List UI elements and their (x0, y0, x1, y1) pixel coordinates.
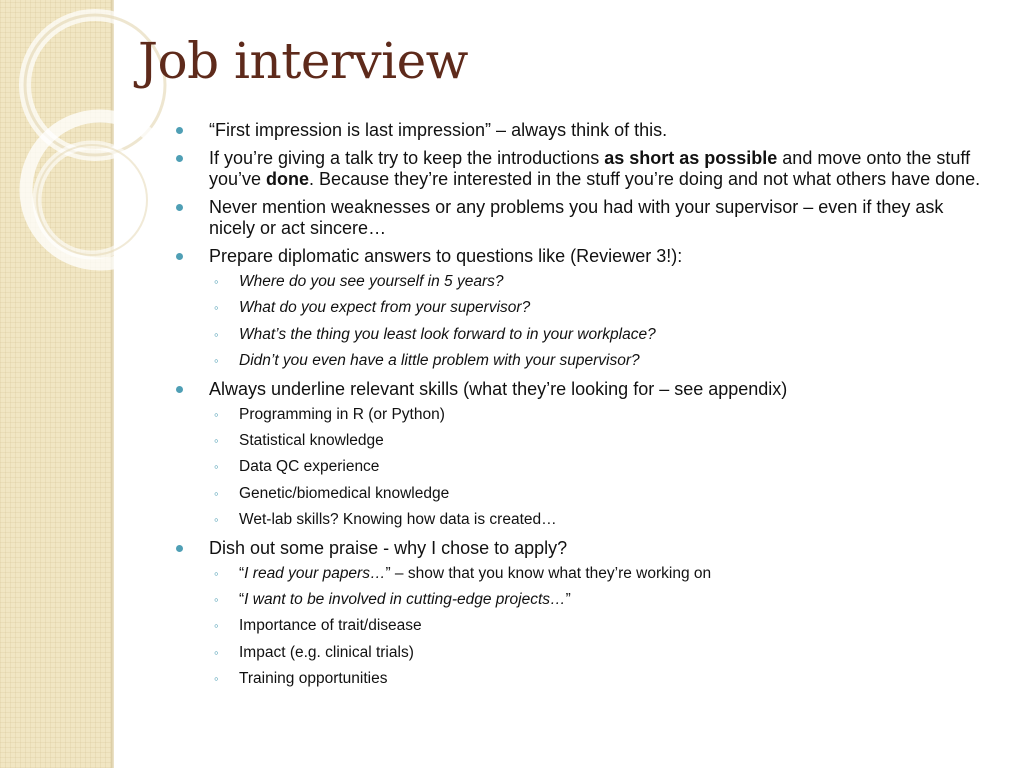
sub-item-text: Training opportunities (239, 670, 388, 688)
quote-close: ” – show that you know what they’re working on (385, 564, 712, 582)
quote-open: “ (239, 590, 245, 608)
bullet-dot-icon (176, 155, 183, 162)
sub-bullet-icon: ◦ (214, 591, 219, 607)
sub-item (209, 591, 984, 609)
quote-close: ” (565, 590, 571, 608)
sub-item (209, 617, 984, 635)
sub-item-text: Programming in R (or Python) (239, 405, 445, 423)
sub-item (209, 326, 984, 344)
sub-bullet-icon: ◦ (214, 353, 219, 369)
bullet-emphasis: as short as possible (604, 148, 778, 168)
sub-item (209, 273, 984, 291)
sub-bullet-icon: ◦ (214, 618, 219, 634)
sub-item (209, 511, 984, 529)
bullet-dot-icon (176, 545, 183, 552)
bullet-dot-icon (176, 386, 183, 393)
bullet-item (184, 538, 984, 689)
bullet-list (184, 120, 984, 696)
bullet-item (184, 246, 984, 370)
quote-open: “ (239, 564, 245, 582)
bullet-dot-icon (176, 204, 183, 211)
bullet-item (184, 120, 984, 141)
sub-item (209, 565, 984, 583)
bullet-text: “First impression is last impression” – always think of this. (209, 120, 668, 140)
bullet-dot-icon (176, 253, 183, 260)
bullet-item (184, 148, 984, 190)
sub-item (209, 352, 984, 370)
sub-bullet-icon: ◦ (214, 485, 219, 501)
sub-item (209, 406, 984, 424)
sub-item-text: Didn’t you even have a little problem with your supervisor? (239, 352, 640, 370)
quote-text: I want to be involved in cutting-edge projects… (244, 590, 566, 608)
sub-item-text: Genetic/biomedical knowledge (239, 484, 450, 502)
sub-bullet-icon: ◦ (214, 406, 219, 422)
bullet-text-part: and move onto the stuff you’ve (209, 148, 971, 189)
slide-title: Job interview (138, 32, 468, 90)
bullet-text: Always underline relevant skills (what they’re looking for – see appendix) (209, 378, 788, 399)
sub-bullet-icon: ◦ (214, 326, 219, 342)
quote-text: I read your papers… (244, 564, 386, 582)
sub-bullet-icon: ◦ (214, 432, 219, 448)
bullet-emphasis: done (266, 169, 310, 189)
ring-medium (26, 116, 174, 264)
sub-bullet-icon: ◦ (214, 644, 219, 660)
sub-bullet-icon: ◦ (214, 459, 219, 475)
sub-list (209, 406, 984, 530)
sub-bullet-icon: ◦ (214, 671, 219, 687)
sub-list (209, 273, 984, 370)
bullet-text-part: . Because they’re interested in the stuff you’re doing and not what others have done. (309, 169, 981, 189)
sub-item-text: Importance of trait/disease (239, 617, 422, 635)
bullet-text-part: If you’re giving a talk try to keep the introductions (209, 148, 605, 168)
sub-bullet-icon: ◦ (214, 300, 219, 316)
sub-item (209, 432, 984, 450)
ring-small-inner (37, 145, 147, 255)
sub-bullet-icon: ◦ (214, 274, 219, 289)
sub-item (209, 485, 984, 503)
bullet-text: Prepare diplomatic answers to questions like (Reviewer 3!): (209, 246, 683, 266)
sub-item-text: What do you expect from your supervisor? (239, 299, 531, 317)
bullet-text: Never mention weaknesses or any problems you had with your supervisor – even if they ask nicely or act sincere… (209, 197, 944, 238)
bullet-item (184, 197, 984, 239)
sub-item-text: Where do you see yourself in 5 years? (239, 273, 504, 290)
sub-item (209, 458, 984, 476)
bullet-dot-icon (176, 127, 183, 134)
sub-bullet-icon: ◦ (214, 512, 219, 528)
sub-item (209, 299, 984, 317)
sub-bullet-icon: ◦ (214, 565, 219, 581)
sub-item (209, 670, 984, 688)
sub-item-text: Impact (e.g. clinical trials) (239, 643, 414, 661)
sub-item-text: What’s the thing you least look forward to in your workplace? (239, 325, 656, 343)
bullet-item (184, 379, 984, 530)
sub-item (209, 644, 984, 662)
sub-list (209, 565, 984, 689)
sub-item-text: Statistical knowledge (239, 431, 384, 449)
sub-item-text: Data QC experience (239, 458, 380, 476)
sub-item-text: Wet-lab skills? Knowing how data is created… (239, 511, 557, 529)
bullet-text: Dish out some praise - why I chose to apply? (209, 537, 568, 558)
